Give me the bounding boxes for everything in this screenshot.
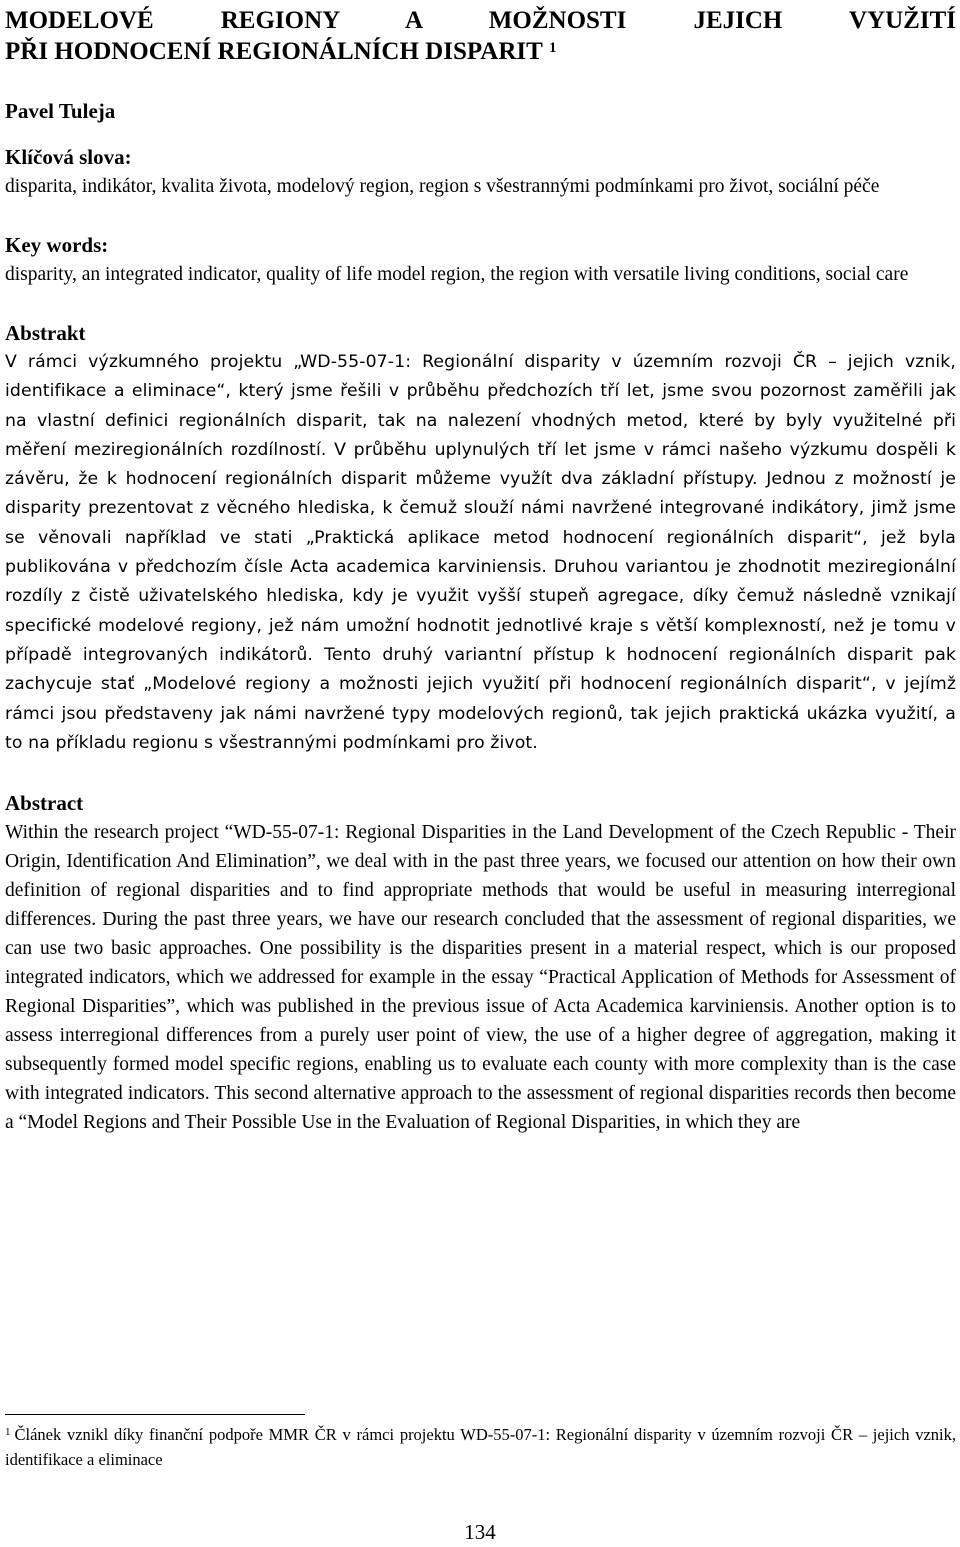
- document-page: [5, 0, 956, 1137]
- keywords-cz-text: disparita, indikátor, kvalita života, modelový region, region s všestrannými podmínkami pro život, sociální péče: [5, 176, 880, 197]
- abstract-en-text: Within the research project “WD-55-07-1: Regional Disparities in the Land Development of the Czech Republic - Their Origin, Identification And Elimination”, we deal with in the past three years, we focused our attention on how their own definition of regional disparities and to find appropriate methods that would be useful in measuring interregional differences. During the past three years, we have our research concluded that the assessment of regional disparities, we can use two basic approaches. One possibility is the disparities present in a material respect, which is our proposed integrated indicators, which we addressed for example in the essay “Practical Application of Methods for Assessment of Regional Disparities”, which was published in the previous issue of Acta Academica karviniensis. Another option is to assess interregional differences from a purely user point of view, the use of a higher degree of aggregation, making it subsequently formed model specific regions, enabling us to evaluate each county with more complexity than is the case with integrated indicators. This second alternative approach to the assessment of regional disparities records then become a “Model Regions and Their Possible Use in the Evaluation of Regional Disparities, in which they are: [5, 822, 956, 1134]
- keywords-en-text: disparity, an integrated indicator, quality of life model region, the region with versatile living conditions, social care: [5, 264, 909, 285]
- footnote-text: Článek vznikl díky finanční podpoře MMR ČR v rámci projektu WD-55-07-1: Regionální disparity v územním rozvoji ČR – jejich vznik, identifikace a eliminace: [5, 1425, 956, 1469]
- paper-title-line2: [5, 36, 956, 67]
- keywords-en-heading: Key words:: [5, 233, 109, 257]
- keywords-cz-heading: Klíčová slova:: [5, 145, 132, 169]
- page-number: 134: [464, 1520, 496, 1544]
- footnote: [5, 1422, 956, 1472]
- footnote-divider: [5, 1414, 305, 1415]
- paper-title-line1: MODELOVÉ REGIONY A MOŽNOSTI JEJICH VYUŽITÍ: [5, 7, 956, 34]
- paper-title-line2-text: PŘI HODNOCENÍ REGIONÁLNÍCH DISPARIT: [5, 38, 543, 65]
- keywords-cz-section: [5, 143, 956, 201]
- author-name: Pavel Tuleja: [5, 99, 116, 123]
- keywords-en-section: [5, 231, 956, 289]
- abstract-cz-text: V rámci výzkumného projektu „WD-55-07-1: Regionální disparity v územním rozvoji ČR – jejich vznik, identifikace a eliminace“, který jsme řešili v průběhu předchozích tří let, jsme svou pozornost zaměřili jak na vlastní definici regionálních disparit, tak na nalezení vhodných metod, které by byly využitelné při měření meziregionálních rozdílností. V průběhu uplynulých tří let jsme v rámci našeho výzkumu dospěli k závěru, že k hodnocení regionálních disparit můžeme využít dva základní přístupy. Jednou z možností je disparity prezentovat z věcného hlediska, k čemuž slouží námi navržené integrované indikátory, jimž jsme se věnovali například ve stati „Praktická aplikace metod hodnocení regionálních disparit“, jež byla publikována v předchozím čísle Acta academica karviniensis. Druhou variantou je zhodnotit meziregionální rozdíly z čistě uživatelského hlediska, kdy je využit vyšší stupeň agregace, díky čemuž následně vznikají specifické modelové regiony, jež nám umožní hodnotit jednotlivé kraje s větší komplexností, než je tomu v případě integrovaných indikátorů. Tento druhý variantní přístup k hodnocení regionálních disparit pak zachycuje stať „Modelové regiony a možnosti jejich využití při hodnocení regionálních disparit“, v jejímž rámci jsou představeny jak námi navržené typy modelových regionů, tak jejich praktická ukázka využití, a to na příkladu regionu s všestrannými podmínkami pro život.: [5, 352, 956, 753]
- abstract-en-section: [5, 789, 956, 1137]
- footnote-mark: 1: [5, 1426, 11, 1438]
- abstract-cz-heading: Abstrakt: [5, 321, 86, 345]
- abstract-en-heading: Abstract: [5, 791, 84, 816]
- title-footnote-mark: 1: [549, 40, 557, 56]
- abstract-cz-section: [5, 319, 956, 758]
